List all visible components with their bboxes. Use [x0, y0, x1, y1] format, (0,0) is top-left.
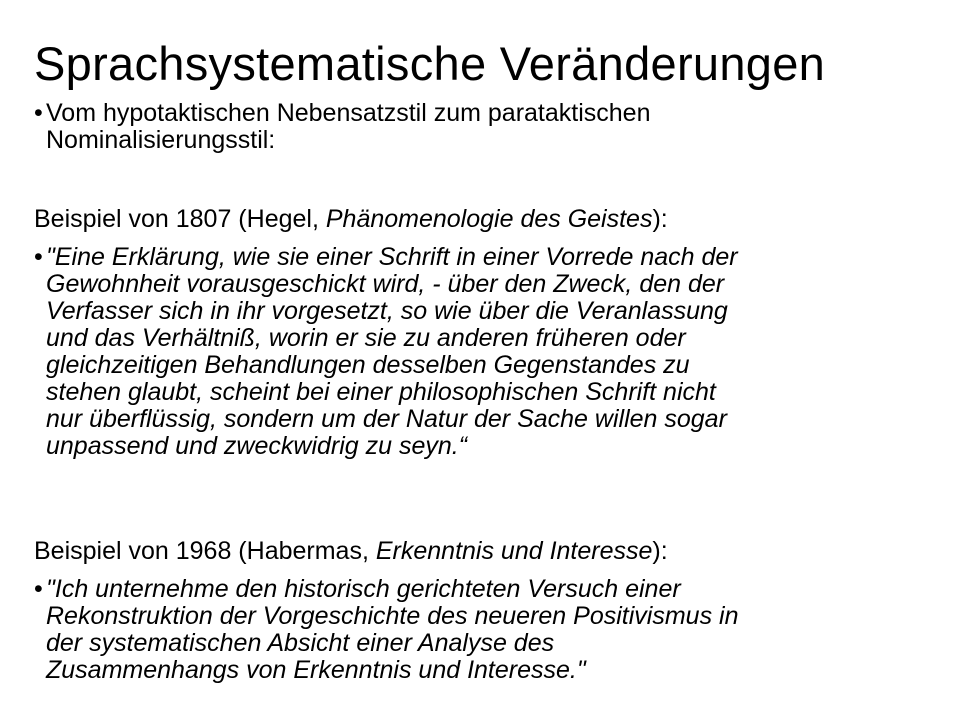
- quote-line: nur überflüssig, sondern um der Natur der Sache willen sogar: [46, 405, 727, 433]
- bullet-line: Nominalisierungsstil:: [46, 126, 276, 154]
- quote-line: stehen glaubt, scheint bei einer philosophischen Schrift nicht: [46, 378, 716, 406]
- quote-line: gleichzeitigen Behandlungen desselben Gegenstandes zu: [46, 351, 690, 379]
- quote-line: Gewohnheit vorausgeschickt wird, - über den Zweck, den der: [46, 270, 725, 298]
- quote-line: Zusammenhangs von Erkenntnis und Interesse.": [46, 656, 586, 684]
- bullet-symbol: •: [34, 243, 43, 271]
- example-prefix: Beispiel von 1968 (Habermas,: [34, 537, 376, 565]
- bullet-line: Vom hypotaktischen Nebensatzstil zum parataktischen: [46, 99, 651, 127]
- quote-line: der systematischen Absicht einer Analyse des: [46, 629, 555, 657]
- quote-line: Verfasser sich in ihr vorgesetzt, so wie über die Veranlassung: [46, 297, 728, 325]
- example-heading-habermas: [34, 538, 668, 565]
- example-suffix: ):: [652, 205, 668, 233]
- slide-title: Sprachsystematische Veränderungen: [34, 37, 826, 90]
- example-work-title: Erkenntnis und Interesse: [375, 537, 653, 565]
- example-suffix: ):: [652, 537, 668, 565]
- example-prefix: Beispiel von 1807 (Hegel,: [34, 205, 326, 233]
- bullet-text: [46, 100, 946, 154]
- quote-line: und das Verhältniß, worin er sie zu anderen früheren oder: [46, 324, 686, 352]
- quote-line: unpassend und zweckwidrig zu seyn.“: [46, 432, 468, 460]
- quote-text: [46, 576, 946, 684]
- example-work-title: Phänomenologie des Geistes: [325, 205, 653, 233]
- bullet-symbol: •: [34, 99, 43, 127]
- bullet-symbol: •: [34, 575, 43, 603]
- quote-line: "Ich unternehme den historisch gerichteten Versuch einer: [46, 575, 681, 603]
- quote-text: [46, 244, 946, 460]
- quote-line: "Eine Erklärung, wie sie einer Schrift in einer Vorrede nach der: [46, 243, 738, 271]
- example-heading-hegel: [34, 206, 668, 233]
- quote-line: Rekonstruktion der Vorgeschichte des neueren Positivismus in: [46, 602, 739, 630]
